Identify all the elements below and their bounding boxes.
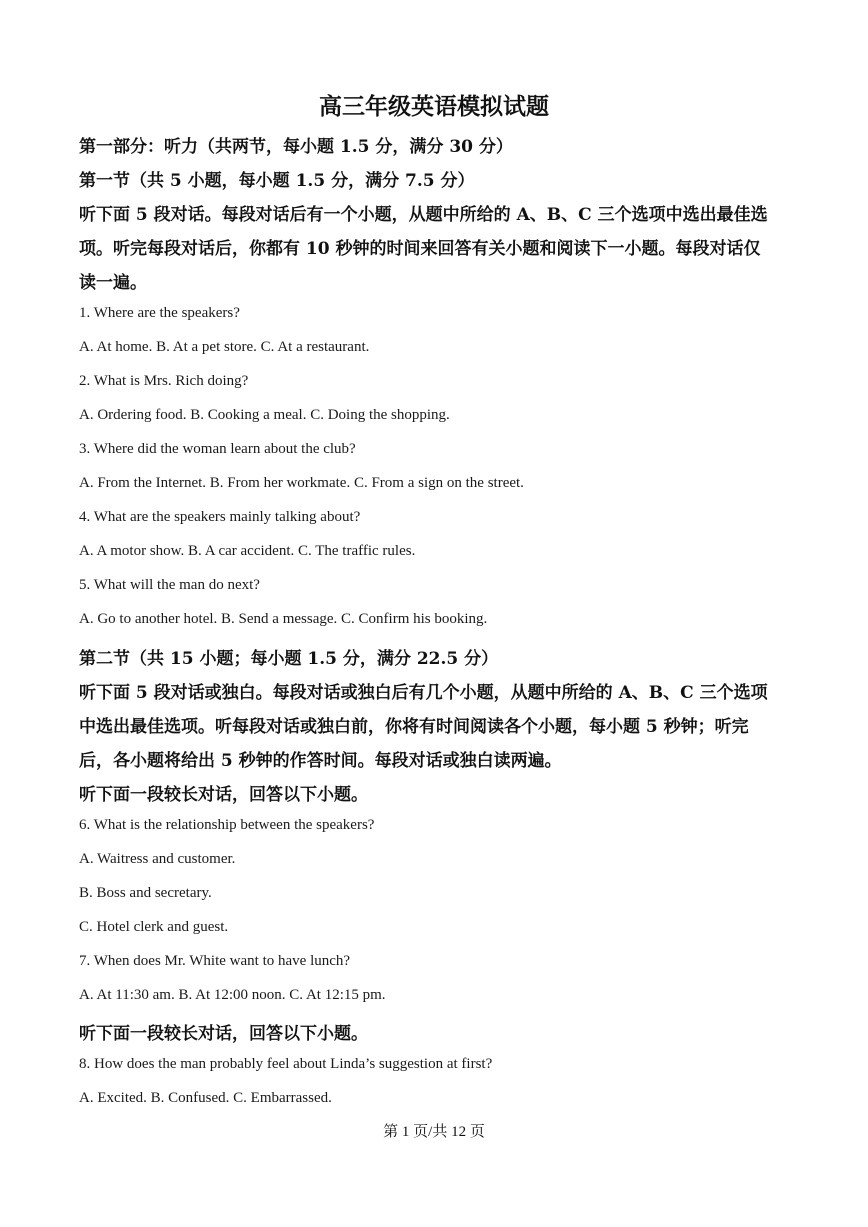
dialogue-heading: 听下面一段较长对话，回答以下小题。	[79, 785, 368, 805]
section1-heading: 第一节（共 5 小题，每小题 1.5 分，满分 7.5 分）	[79, 171, 475, 191]
question-8: 8. How does the man probably feel about Linda’s suggestion at first?	[79, 1056, 493, 1072]
part1-heading: 第一部分：听力（共两节，每小题 1.5 分，满分 30 分）	[79, 137, 513, 157]
page-title: 高三年级英语模拟试题	[319, 93, 549, 120]
question-7-options: A. At 11:30 am. B. At 12:00 noon. C. At 12:15 pm.	[79, 987, 386, 1003]
question-3-options: A. From the Internet. B. From her workmate. C. From a sign on the street.	[79, 475, 524, 491]
question-5-options: A. Go to another hotel. B. Send a message. C. Confirm his booking.	[79, 611, 488, 627]
question-5: 5. What will the man do next?	[79, 577, 260, 593]
section1-instruction-line: 听下面 5 段对话。每段对话后有一个小题，从题中所给的 A、B、C 三个选项中选出最佳选	[79, 205, 768, 225]
question-4-options: A. A motor show. B. A car accident. C. The traffic rules.	[79, 543, 416, 559]
question-6-option-a: A. Waitress and customer.	[79, 851, 236, 867]
question-1: 1. Where are the speakers?	[79, 305, 240, 321]
section2-instruction-line: 中选出最佳选项。听每段对话或独白前，你将有时间阅读各个小题，每小题 5 秒钟；听完	[79, 717, 749, 737]
question-3: 3. Where did the woman learn about the club?	[79, 441, 356, 457]
question-2-options: A. Ordering food. B. Cooking a meal. C. Doing the shopping.	[79, 407, 450, 423]
question-6: 6. What is the relationship between the speakers?	[79, 817, 375, 833]
question-6-option-b: B. Boss and secretary.	[79, 885, 212, 901]
section2-heading: 第二节（共 15 小题；每小题 1.5 分，满分 22.5 分）	[79, 649, 499, 669]
section1-instruction-line: 项。听完每段对话后，你都有 10 秒钟的时间来回答有关小题和阅读下一小题。每段对话仅	[79, 239, 761, 259]
page-footer: 第 1 页/共 12 页	[383, 1124, 485, 1140]
question-8-options: A. Excited. B. Confused. C. Embarrassed.	[79, 1090, 332, 1106]
question-6-option-c: C. Hotel clerk and guest.	[79, 919, 229, 935]
section1-instruction-line: 读一遍。	[79, 273, 147, 293]
section2-instruction-line: 听下面 5 段对话或独白。每段对话或独白后有几个小题，从题中所给的 A、B、C 三个选项	[79, 683, 768, 703]
question-4: 4. What are the speakers mainly talking about?	[79, 509, 361, 525]
question-2: 2. What is Mrs. Rich doing?	[79, 373, 249, 389]
section2-instruction-line: 后，各小题将给出 5 秒钟的作答时间。每段对话或独白读两遍。	[79, 751, 562, 771]
dialogue-heading: 听下面一段较长对话，回答以下小题。	[79, 1024, 368, 1044]
question-1-options: A. At home. B. At a pet store. C. At a restaurant.	[79, 339, 370, 355]
question-7: 7. When does Mr. White want to have lunch?	[79, 953, 351, 969]
